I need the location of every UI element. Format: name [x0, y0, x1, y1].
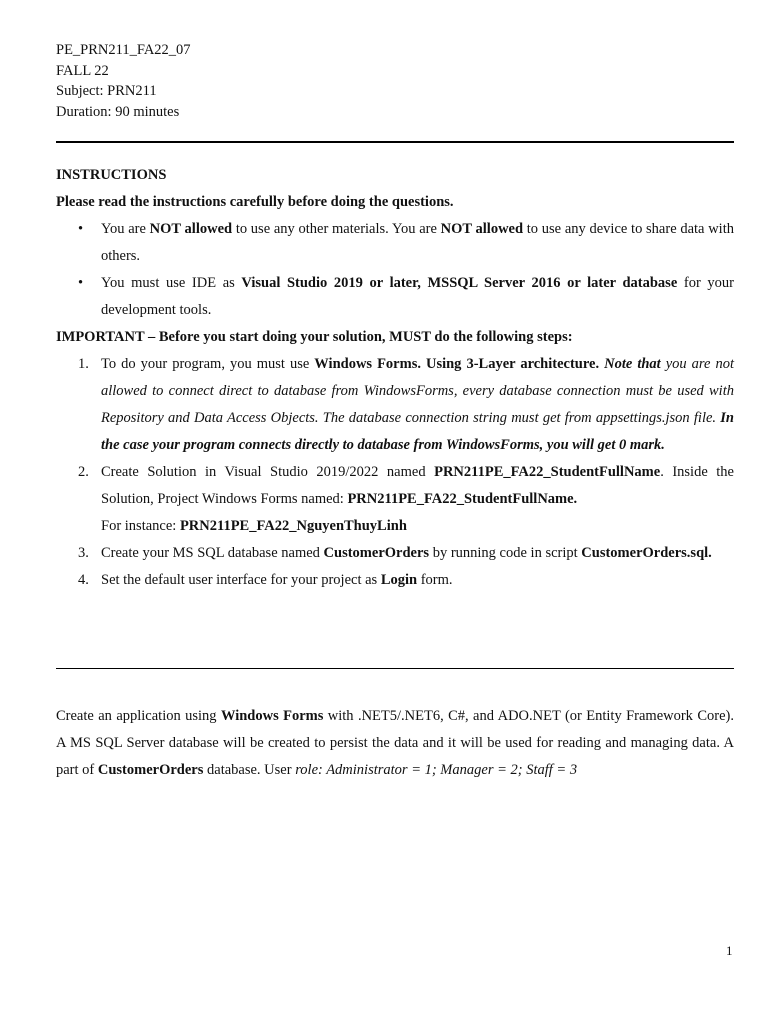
- instructions-section: [56, 162, 734, 594]
- bullet-icon: •: [78, 221, 84, 237]
- list-item: • You are NOT allowed to use any other materials. You are NOT allowed to use any device to share data with others.: [56, 216, 734, 270]
- section-divider: [56, 668, 734, 669]
- list-item: 1. To do your program, you must use Windows Forms. Using 3-Layer architecture. Note that you are not allowed to connect direct to database from WindowsForms, every database connection must be used with Repository and Data Access Objects. The database connection string must get from appsettings.json file. In the case your program connects directly to database from WindowsForms, you will get 0 mark.: [56, 351, 734, 459]
- list-item: • You must use IDE as Visual Studio 2019 or later, MSSQL Server 2016 or later database for your development tools.: [56, 270, 734, 324]
- exam-code: PE_PRN211_FA22_07: [56, 42, 191, 58]
- step-number: 2.: [78, 464, 89, 480]
- step-number: 3.: [78, 545, 89, 561]
- important-heading: IMPORTANT – Before you start doing your solution, MUST do the following steps:: [56, 329, 573, 345]
- description-paragraph: Create an application using Windows Forms with .NET5/.NET6, C#, and ADO.NET (or Entity Framework Core). A MS SQL Server database will be created to persist the data and it will be used for reading and managing data. A part of CustomerOrders database. User role: Administrator = 1; Manager = 2; Staff = 3: [56, 707, 734, 778]
- steps-list: [56, 351, 734, 594]
- step-number: 1.: [78, 356, 89, 372]
- list-item: 3. Create your MS SQL database named CustomerOrders by running code in script CustomerOrders.sql.: [56, 540, 734, 567]
- instructions-heading: INSTRUCTIONS: [56, 167, 167, 183]
- list-item: 2. Create Solution in Visual Studio 2019/2022 named PRN211PE_FA22_StudentFullName. Inside the Solution, Project Windows Forms named: PRN211PE_FA22_StudentFullName. For instance: PRN211PE_FA22_NguyenThuyLinh: [56, 459, 734, 540]
- header-divider: [56, 141, 734, 143]
- rules-list: [56, 216, 734, 324]
- page-number: 1: [726, 943, 733, 958]
- bullet-icon: •: [78, 275, 84, 291]
- exam-subject: Subject: PRN211: [56, 83, 157, 99]
- exam-term: FALL 22: [56, 62, 109, 79]
- step-number: 4.: [78, 572, 89, 588]
- list-item: 4. Set the default user interface for your project as Login form.: [56, 567, 734, 594]
- exam-duration: Duration: 90 minutes: [56, 103, 180, 120]
- exam-header: [56, 40, 191, 122]
- instructions-intro: Please read the instructions carefully before doing the questions.: [56, 194, 454, 210]
